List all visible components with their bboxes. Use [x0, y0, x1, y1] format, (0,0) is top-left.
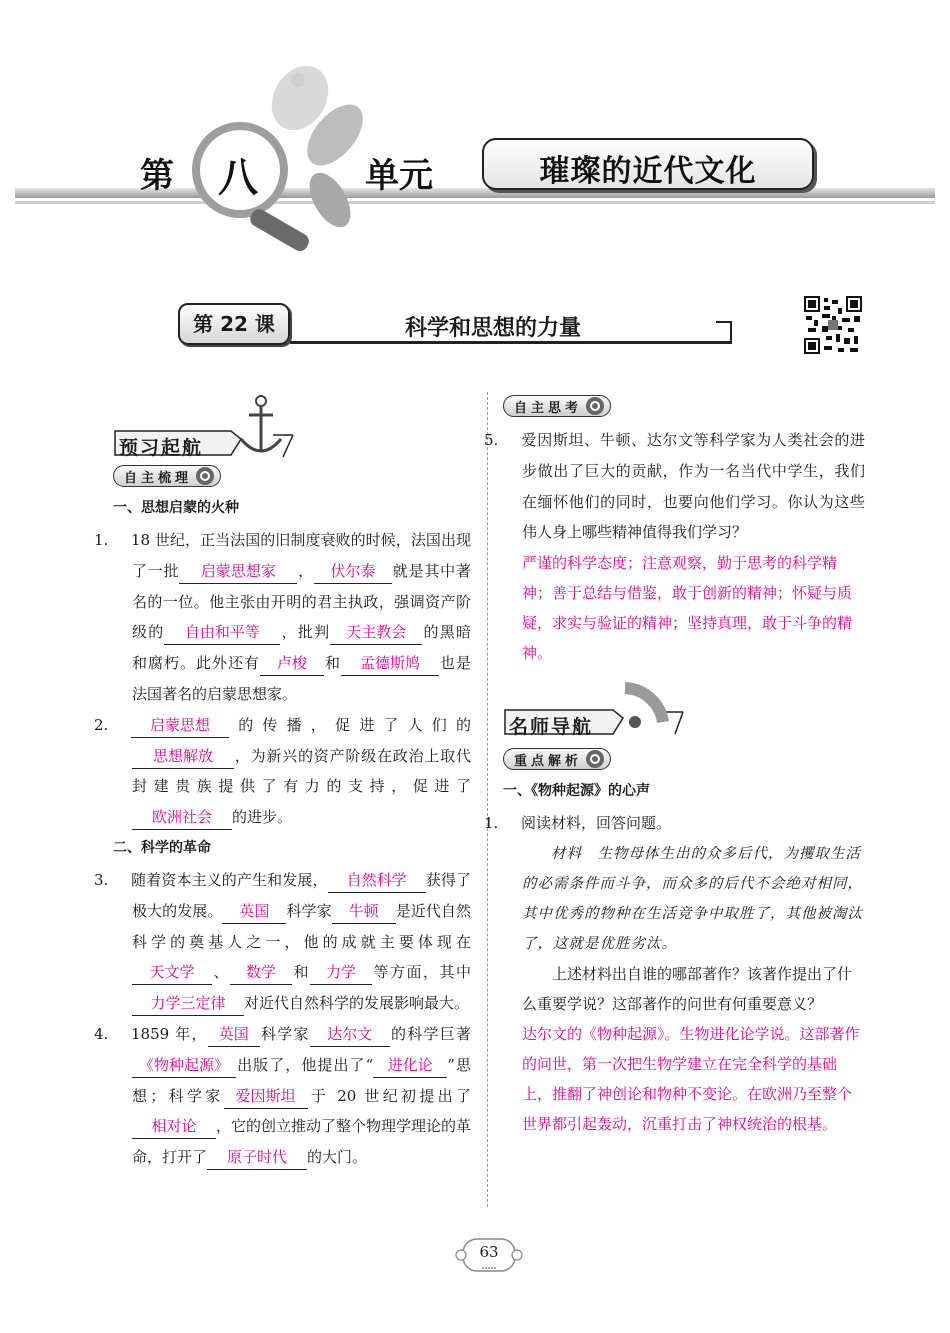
key-analysis-pill-label: 重点解析 — [514, 753, 583, 769]
question-1-number: 1. — [94, 531, 109, 549]
question-2-number: 2. — [94, 715, 109, 734]
question-4-text: 1859 年， — [131, 1024, 208, 1043]
question-1-text: 也是法国著名的启蒙思想家。 — [132, 654, 471, 703]
question-4-text: 的科学巨著 — [389, 1024, 471, 1043]
self-think-pill — [503, 395, 611, 417]
unit-header-bar-shadow — [15, 201, 935, 204]
self-study-pill-label: 自主梳理 — [124, 470, 193, 486]
right-column — [484, 395, 865, 1139]
question-5-number: 5. — [484, 431, 499, 449]
question-3-text: 随着资本主义的产生和发展， — [131, 870, 328, 889]
analysis-question: 上述材料出自谁的哪部著作？该著作提出了什么重要学说？这部著作的问世有何重要意义？ — [522, 964, 853, 1013]
question-4 — [94, 1019, 472, 1173]
analysis-answer: 达尔文的《物种起源》。生物进化论学说。这部著作的问世，第一次把生物学建立在完全科学的基础上，推翻了神创论和物种不变论。在欧洲乃至整个世界都引起轰动，沉重打击了神权统治的根基。 — [522, 1024, 860, 1133]
analysis-question-1-text: 阅读材料，回答问题。 — [521, 814, 672, 833]
magnifier-icon — [586, 750, 604, 768]
unit-prefix: 第 — [140, 156, 174, 196]
question-1-text: 就是其中著名的一位。他主张由开明的君主执政，强调资产阶级的 — [132, 561, 471, 642]
guide-section-banner — [503, 678, 865, 748]
answer-blank: 进化论 — [373, 1053, 447, 1078]
question-2-text: 的进步。 — [232, 808, 293, 827]
question-2-text: ，为新兴的资产阶级在政治上取代封建贵族提供了有力的支持，促进了 — [132, 746, 471, 796]
question-3-text: 科学家 — [286, 901, 332, 920]
page-number-badge — [455, 1237, 523, 1277]
answer-blank: 《物种起源》 — [132, 1053, 236, 1078]
answer-blank: 卢梭 — [260, 651, 324, 676]
question-2 — [94, 710, 471, 833]
question-3-text: 和 — [292, 963, 310, 982]
answer-blank: 英国 — [208, 1022, 260, 1047]
part1-heading: 一、思想启蒙的火种 — [113, 500, 239, 516]
question-1-text: 和 — [323, 654, 341, 673]
guide-section-title: 名师导航 — [509, 716, 594, 739]
answer-blank: 自由和平等 — [164, 620, 280, 645]
question-3-text: 、 — [212, 963, 230, 982]
lesson-corner — [716, 321, 732, 343]
answer-blank: 力学 — [310, 960, 372, 985]
key-analysis-pill — [503, 748, 611, 770]
question-1-text: ，批判 — [280, 623, 331, 642]
question-3-text: 对近代自然科学的发展影响最大。 — [244, 994, 470, 1013]
question-3-text: 等方面，其中 — [372, 963, 471, 982]
answer-blank: 原子时代 — [207, 1145, 307, 1170]
analysis-question-1-number: 1. — [484, 814, 499, 833]
column-divider — [487, 392, 488, 1207]
unit-number: 八 — [218, 155, 258, 201]
answer-blank: 数学 — [230, 960, 292, 985]
preview-section-banner — [113, 395, 471, 465]
magnifier-icon — [196, 467, 214, 485]
answer-blank: 伏尔泰 — [314, 559, 392, 584]
magnifier-icon — [586, 397, 604, 415]
question-2-text: 的传播，促进了人们的 — [229, 715, 471, 734]
question-1-text: ， — [297, 561, 314, 580]
unit-title-box — [482, 138, 814, 190]
answer-blank: 启蒙思想家 — [179, 559, 297, 584]
question-3-text: 获得了极大的发展。 — [132, 870, 471, 920]
page-number: 63 — [479, 1243, 499, 1261]
answer-blank: 孟德斯鸠 — [341, 651, 439, 676]
part2-heading: 二、科学的革命 — [113, 839, 211, 856]
question-4-number: 4. — [94, 1024, 109, 1043]
unit-title: 璀璨的近代文化 — [539, 154, 757, 189]
left-column — [94, 395, 472, 1173]
question-5-answer: 严谨的科学态度；注意观察，勤于思考的科学精神；善于总结与借鉴，敢于创新的精神；怀疑与质疑，求实与验证的精神；坚持真理，敢于斗争的精神。 — [522, 554, 853, 663]
answer-blank: 牛顿 — [332, 899, 396, 924]
qr-code-icon[interactable] — [804, 296, 862, 354]
question-4-text: 出版了，他提出了“ — [236, 1055, 374, 1074]
question-4-text: 于 20 世纪初提出了 — [307, 1086, 471, 1105]
question-3-number: 3. — [94, 870, 109, 889]
answer-blank: 达尔文 — [310, 1022, 390, 1047]
question-4-text: ，它的创立推动了整个物理学理论的革命，打开了 — [132, 1117, 472, 1167]
question-5-text: 爱因斯坦、牛顿、达尔文等科学家为人类社会的进步做出了巨大的贡献，作为一名当代中学生，我们在缅怀他们的同时，也要向他们学习。你认为这些伟人身上哪些精神值得我们学习？ — [521, 431, 865, 542]
analysis-question-1 — [484, 808, 865, 839]
question-5 — [484, 425, 865, 548]
answer-blank: 天文学 — [132, 960, 212, 985]
question-4-text: ”思想；科学家 — [132, 1055, 471, 1105]
answer-blank: 力学三定律 — [132, 991, 244, 1016]
reading-material: 材料 生物母体生出的众多后代，为攫取生活的必需条件而斗争，而众多的后代不会绝对相同，其中优秀的物种在生活竞争中取胜了，其他被淘汰了，这就是优胜劣汰。 — [522, 845, 863, 952]
magnifier-leaf-icon — [180, 60, 380, 260]
answer-blank: 爱因斯坦 — [224, 1084, 308, 1109]
question-1 — [94, 525, 471, 710]
answer-blank: 相对论 — [132, 1114, 216, 1139]
answer-blank: 思想解放 — [132, 744, 234, 769]
self-think-pill-label: 自主思考 — [514, 400, 583, 416]
self-study-pill — [113, 465, 221, 487]
answer-blank: 自然科学 — [328, 868, 426, 893]
answer-blank: 天主教会 — [330, 620, 422, 645]
answer-blank: 欧洲社会 — [132, 805, 232, 830]
question-3-text: 是近代自然科学的奠基人之一，他的成就主要体现在 — [132, 901, 471, 951]
lesson-badge: 第 22 课 — [178, 303, 290, 345]
lesson-title: 科学和思想的力量 — [404, 316, 581, 341]
question-3 — [94, 865, 471, 1019]
right-part-heading: 一、《物种起源》的心声 — [503, 783, 650, 800]
unit-header — [0, 60, 950, 260]
preview-section-title: 预习起航 — [119, 437, 204, 459]
unit-suffix: 单元 — [365, 156, 433, 196]
lesson-header — [178, 303, 738, 351]
answer-blank: 英国 — [222, 899, 286, 924]
answer-blank: 启蒙思想 — [131, 713, 229, 738]
question-4-text: 科学家 — [259, 1024, 310, 1043]
question-1-text: 18 世纪，正当法国的旧制度衰败的时候，法国出现了一批 — [131, 531, 471, 580]
question-4-text: 的大门。 — [307, 1148, 368, 1167]
question-1-text: 的黑暗和腐朽。此外还有 — [132, 623, 471, 673]
